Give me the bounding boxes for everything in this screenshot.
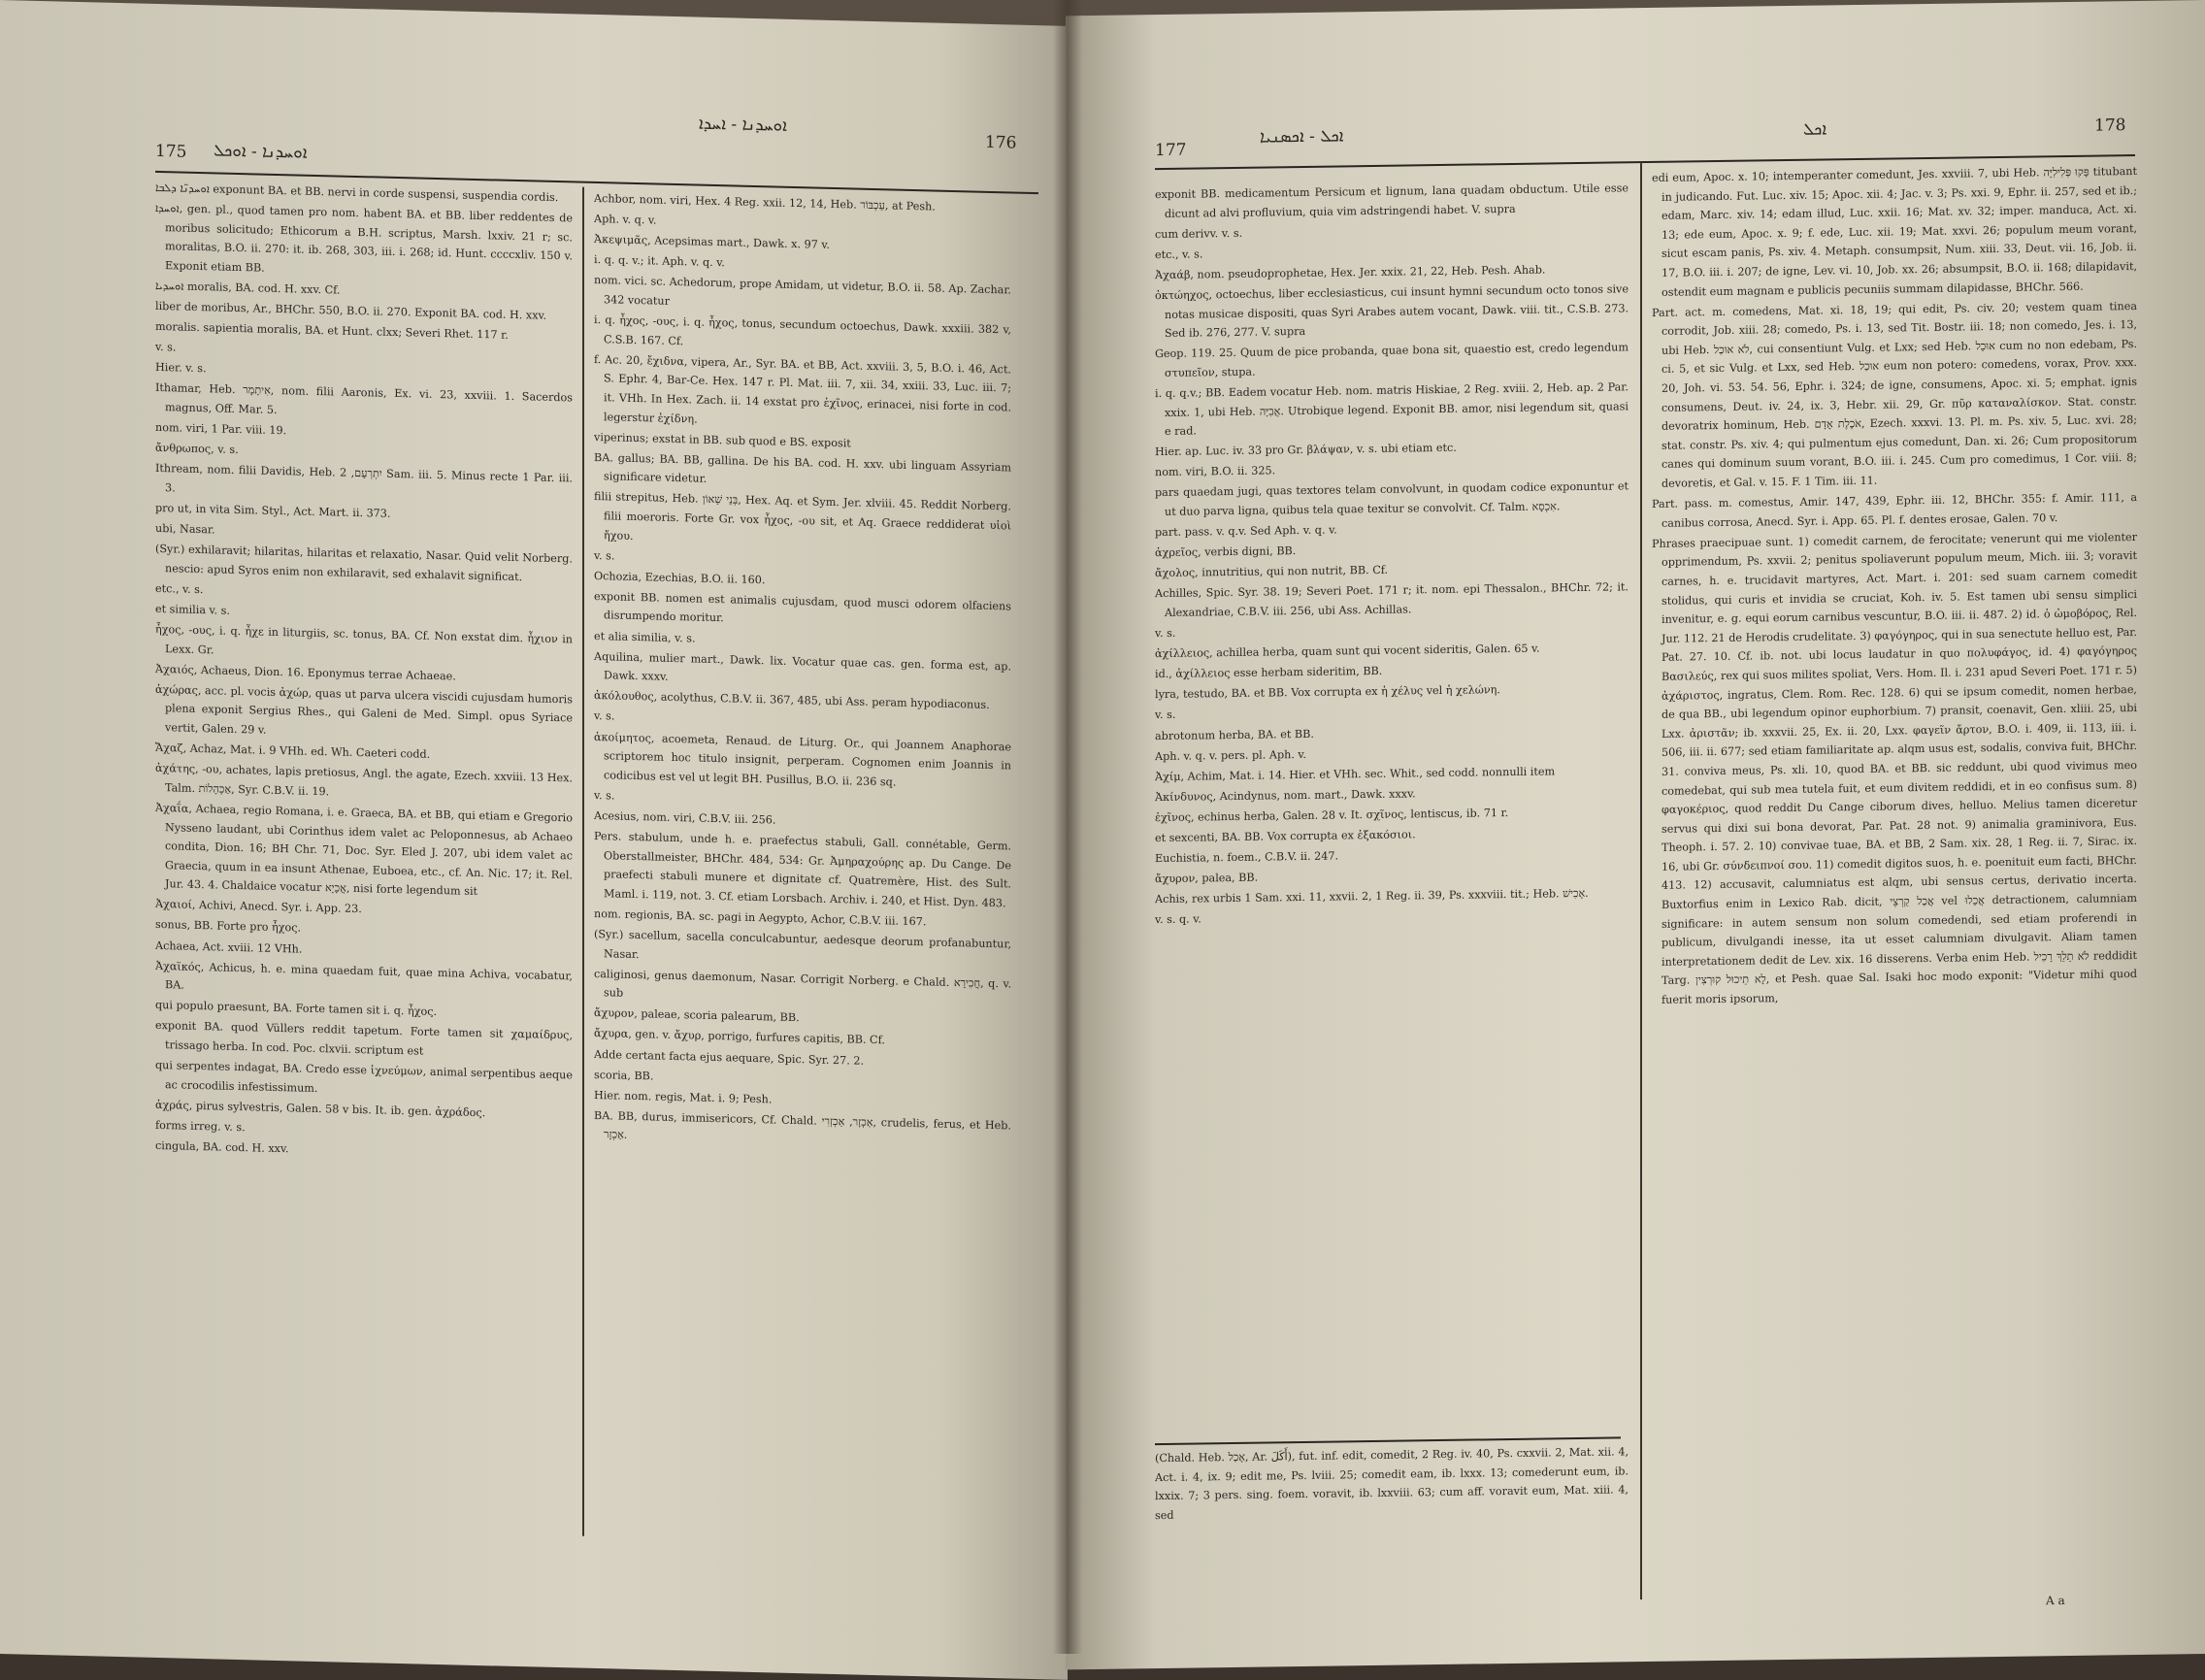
column-separator: [1640, 163, 1642, 1599]
page-number-175: 175: [155, 141, 187, 162]
entry: ἄχυρα, gen. v. ἄχυρ, porrigo, furfures capitis, BB. Cf.: [594, 1027, 885, 1047]
entry: et alia similia, v. s.: [594, 629, 696, 645]
running-head-left: ܐܟܠ - ܐܟܣܢܝܐ: [1260, 126, 1344, 148]
entry: Achbor, nom. viri, Hex. 4 Reg. xxii. 12, 14, Heb. עַכְבּוֹר, at Pesh.: [594, 191, 936, 214]
entry: i. q. q. v.; it. Aph. v. q. v.: [594, 253, 725, 270]
entry: ἀχώρας, acc. pl. vocis ἀχώρ, quas ut parva ulcera viscidi cujusdam humoris plena exponit Sergius Rhes., qui Galeni de Med. Simpl. opus Syriace vertit, Galen. 29 v.: [155, 682, 573, 737]
entry: sonus, BB. Forte pro ἦχος.: [155, 918, 302, 936]
entry: etc., v. s.: [155, 581, 204, 596]
entry: ἐχῖνος, echinus herba, Galen. 28 v. It. σχῖνος, lentiscus, ib. 71 r.: [1155, 806, 1509, 825]
entry: nom. viri, 1 Par. viii. 19.: [155, 421, 287, 438]
entry: qui populo praesunt, BA. Forte tamen sit i. q. ἦχος.: [155, 999, 438, 1019]
entry: ἀχάτης, -ου, achates, lapis pretiosus, Angl. the agate, Ezech. xxviii. 13 Hex. Talm. אַכְהָלוֹת, Syr. C.B.V. ii. 19.: [155, 762, 573, 799]
entry: Achis, rex urbis 1 Sam. xxi. 11, xxvii. 2, 1 Reg. ii. 39, Ps. xxxviii. tit.; Heb. אָכִישׁ.: [1155, 887, 1589, 906]
entry: nom. viri, B.O. ii. 325.: [1155, 464, 1276, 479]
entry: ἄνθρωπος, v. s.: [155, 442, 239, 457]
entry: exponit BA. quod Vüllers reddit tapetum. Forte tamen sit χαμαίδρυς, trissago herba. In cod. Poc. clxvii. scriptum est: [155, 1019, 573, 1058]
entry: f. Ac. 20, ἔχιδνα, vipera, Ar., Syr. BA. et BB, Act. xxviii. 3, 5, B.O. i. 46, Act. S. Ephr. 4, Bar-Ce. Hex. 147 r. Pl. Mat. iii. 7, xii. 34, xxiii. 33, Luc. iii. 7; it. VHh. In Hex. Zach. ii. 14 exstat pro ἐχῖνος, erinacei, nisi forte in cod. legerstur ἐχίδνη.: [594, 352, 1011, 426]
entry: part. pass. v. q.v. Sed Aph. v. q. v.: [1155, 523, 1337, 540]
entry: Part. pass. m. comestus, Amir. 147, 439, Ephr. iii. 12, BHChr. 355: f. Amir. 111, a canibus corrosa, Anecd. Syr. i. App. 65. Pl. f. dentes erosae, Galen. 70 v.: [1652, 491, 2137, 530]
entry: ἀχράς, pirus sylvestris, Galen. 58 v bis. It. ib. gen. ἀχράδος.: [155, 1098, 486, 1120]
entry: cingula, BA. cod. H. xxv.: [155, 1138, 289, 1156]
entry: Acesius, nom. viri, C.B.V. iii. 256.: [594, 808, 776, 827]
entry: Phrases praecipuae sunt. 1) comedit carnem, de ferocitate; venerunt qui me violenter opprimendum, Ps. xxvii. 2; penitus spoliaverunt populum meum, Mich. iii. 3; voravit carnes, h. e. trucidavit martyres, Act. Mart. i. 201: sed suam carnem comedit stolidus, qui curis et invidia se cruciat, Koh. iv. 5. Est tamen ubi sensu simplici invenitur, e. g. equi eorum carnibus vescuntur, B.O. iii. ii. 487. 2) id. ὁ ὠμοβόρος, Rel. Jur. 112. 21 de Herodis crudelitate. 3) φαγόγηρος, qui in sua senectute helluo est, Par. Pat. 27. 10. Cf. ib. not. ubi locus laudatur in quo πολυφάγος, id. 4) φαγόγηρος Βασιλεύς, rex qui suos milites spoliat, Vers. Hom. Il. i. 231 apud Severi Poet. 171 r. 5) ἀχάριστος, ingratus, Clem. Rom. Rec. 128. 6) qui se ipsum comedit, nomen herbae, de qua BB., ubi legendum opinor euphorbium. 7) pransit, coenavit, Gen. xliii. 25, ubi Lxx. ἀριστᾶν; ib. xxxvii. 25, Ex. ii. 20, Lxx. φαγεῖν ἄρτον, B.O. i. 409, ii. 113, iii. i. 506, iii. ii. 677; sed etiam familiaritate ap. alqm usus est, sodalis, conviva fuit, BHChr. 31. conviva meus, Ps. xli. 10, quod BA. et BB. sic reddunt, ubi quod vivimus meo comedebat, qui sub mea tutela fuit, et eum divitem reddidi, et in eo confisus sum. 8) φαγοκέριος, quod reddit Du Cange ciborum dives, helluo. Melius tamen diceretur servus qui dixi sui bona devorat, Par. Pat. 28 not. 9) animalia graminivora, Eus. Theoph. i. 57. 2. 10) convivae tuae, BA. et BB, 2 Sam. xix. 28, 1 Reg. ii. 7, Sirac. ix. 16, ubi Gr. σύνδειπνοί σου. 11) comedit digitos suos, h. e. poenituit eum facti, BHChr. 413. 12) accusavit, calumniatus est alqm, ubi sensus certus, derivatio incerta. Buxtorfius enim in Lexico Rab. dicit, אֲכַל קַרְצֵי vel אֲכַלוּ detractionem, calumniam significare: in autem sensum non solum comedendi, sed etiam proferendi in publicum, divulgandi inesse, ita ut esset calumniam divulgavit. Aliam tamen interpretationem dedit de Lev. xix. 16 disserens. Verba enim Heb. לֹא תֵלֵךְ רָכִיל reddidit Targ. לָא תֵיכוּל קוּרְצִין, et Pesh. quae Sal. Isaki hoc modo exponit: "Videtur mihi quod fuerit moris ipsorum,: [1652, 530, 2137, 1006]
entry: id., ἀχίλλειος esse herbam sideritim, BB.: [1155, 665, 1383, 681]
entry: ἀχρεῖος, verbis digni, BB.: [1155, 544, 1297, 560]
column-separator: [582, 187, 584, 1536]
entry: ἀχίλλειος, achillea herba, quam sunt qui vocent sideritis, Galen. 65 v.: [1155, 642, 1540, 661]
entry: viperinus; exstat in BB. sub quod e BS. exposit: [594, 430, 851, 450]
entry: Ἀκεψιμᾶς, Acepsimas mart., Dawk. x. 97 v.: [594, 233, 830, 252]
entry: Hier. nom. regis, Mat. i. 9; Pesh.: [594, 1088, 773, 1106]
book-gutter: [1053, 0, 1082, 1654]
entry: exponit BB. nomen est animalis cujusdam, quod musci odorem olfaciens disrumpendo moritur.: [594, 589, 1011, 625]
entry: liber de moribus, Ar., BHChr. 550, B.O. ii. 270. Exponit BA. cod. H. xxv.: [155, 299, 547, 322]
entry: ἄχυρον, palea, BB.: [1155, 871, 1259, 886]
right-column-2: [1652, 162, 2137, 1596]
entry: ὀκτώηχος, octoechus, liber ecclesiasticus, cui insunt hymni secundum octo tonos sive notas musicae dispositi, quas Syri Arabes autem vocant, Dawk. viii. tit., C.S.B. 273. Sed ib. 276, 277. V. supra: [1155, 282, 1629, 341]
entry: edi eum, Apoc. x. 10; intemperanter comedunt, Jes. xxviii. 7, ubi Heb. פָּקוּ פְּלִילִיָּה titubant in judicando. Fut. Luc. xiv. 15; Apoc. xii. 4; Jac. v. 3; Ps. xxi. 9, Ephr. ii. 257, sed et ib.; edam, Marc. xiv. 14; edam illud, Luc. xxii. 16; Mat. xv. 32; imper. manduca, Act. xi. 13; ede eum, Apoc. x. 9; f. ede, Luc. xii. 19; Mat. xxvi. 26; populum meum vorant, sicut escam panis, Ps. xiv. 4. Metaph. consumpsit, Num. xiii. 33, Deut. vii. 16, Job. ii. 17, B.O. iii. i. 207; de igne, Lev. vi. 10, Job. xx. 26; absumpsit, B.O. ii. 168; dilapidavit, ostendit eum magnam e publicis pecuniis summam dilapidasse, BHChr. 566.: [1652, 164, 2137, 299]
entry: v. s.: [1155, 626, 1176, 641]
left-column-1: [155, 179, 573, 1529]
entry: Ochozia, Ezechias, B.O. ii. 160.: [594, 569, 766, 587]
entry: (Syr.) sacellum, sacella conculcabuntur, aedesque deorum profanabuntur, Nasar.: [594, 927, 1011, 961]
entry: Hier. ap. Luc. iv. 33 pro Gr. βλάψαν, v. s. ubi etiam etc.: [1155, 441, 1457, 459]
entry: i. q. q.v.; BB. Eadem vocatur Heb. nom. matris Hiskiae, 2 Reg. xviii. 2, Heb. ap. 2 Par. xxix. 1, ubi Heb. אֲבִיָּה. Utrobique legend. Exponit BB. amor, nisi legendum sit, quasi e rad.: [1155, 380, 1629, 439]
entry: v. s.: [594, 709, 615, 723]
entry: Ἄχαζ, Achaz, Mat. i. 9 VHh. ed. Wh. Caeteri codd.: [155, 741, 431, 761]
entry: lyra, testudo, BA. et BB. Vox corrupta ex ἡ χέλυς vel ἡ χελώνη.: [1155, 683, 1500, 702]
entry: ἀκοίμητος, acoemeta, Renaud. de Liturg. Or., qui Joannem Anaphorae scriptorem hoc titulo insignit, perperam. Cognomen enim Joannis in codicibus est vel ut legit BH. Pusillus, B.O. ii. 236 sq.: [594, 730, 1011, 789]
entry: Achaea, Act. xviii. 12 VHh.: [155, 939, 303, 956]
signature-mark: A a: [2046, 1594, 2065, 1608]
entry: BA. gallus; BA. BB, gallina. De his BA. cod. H. xxv. ubi linguam Assyriam significare videtur.: [594, 450, 1011, 486]
entry: et similia v. s.: [155, 602, 230, 617]
entry: filii strepitus, Heb. בְּנֵי שָׁאוֹן, Hex. Aq. et Sym. Jer. xlviii. 45. Reddit Norberg. filii moeroris. Forte Gr. vox ἦχος, -ου sit, et Aq. Graece reddiderat υἱοὶ ἤχου.: [594, 490, 1011, 543]
entry: ἀκόλουθος, acolythus, C.B.V. ii. 367, 485, ubi Ass. peram hypodiaconus.: [594, 689, 990, 712]
entry: (Syr.) exhilaravit; hilaritas, hilaritas et relaxatio, Nasar. Quid velit Norberg. nescio: apud Syros enim non exhilaravit, sed exhalavit significat.: [155, 543, 573, 583]
left-column-2: [594, 189, 1011, 1539]
entry: ܐܘܚܕܝܐ moralis, BA. cod. H. xxv. Cf.: [155, 279, 341, 297]
entry: moralis. sapientia moralis, BA. et Hunt. clxx; Severi Rhet. 117 r.: [155, 320, 509, 342]
entry: Ἀκίνδυνος, Acindynus, nom. mart., Dawk. xxxv.: [1155, 787, 1416, 804]
entry: v. s. q. v.: [1155, 912, 1201, 927]
entry: v. s.: [594, 788, 615, 803]
entry: ἄχολος, innutritius, qui non nutrit, BB. Cf.: [1155, 564, 1389, 580]
entry: v. s.: [1155, 708, 1176, 722]
running-head-left: ܐܘܚܕܢܐ - ܐܘܟܠ: [214, 141, 308, 163]
entry: v. s.: [594, 548, 615, 563]
entry: Ἀχαϊκός, Achicus, h. e. mina quaedam fuit, quae mina Achiva, vocabatur, BA.: [155, 959, 573, 992]
entry: scoria, BB.: [594, 1068, 654, 1083]
entry: cum derivv. v. s.: [1155, 226, 1243, 241]
entry: Ἀχαάβ, nom. pseudoprophetae, Hex. Jer. xxix. 21, 22, Heb. Pesh. Ahab.: [1155, 263, 1546, 281]
running-head-right: ܐܟܠ: [1803, 119, 1827, 140]
entry: Geop. 119. 25. Quum de pice probanda, quae bona sit, quaestio est, credo legendum στυπεῖον, stupa.: [1155, 341, 1629, 379]
page-number-178: 178: [2094, 115, 2126, 136]
entry: Achilles, Spic. Syr. 38. 19; Severi Poet. 171 r; it. nom. epi Thessalon., BHChr. 72; it. Alexandriae, C.B.V. iii. 256, ubi Ass. Achillas.: [1155, 580, 1629, 619]
entry: i. q. ἦχος, -ους, i. q. ἦχος, tonus, secundum octoechus, Dawk. xxxiii. 382 v, C.S.B. 167. Cf.: [594, 313, 1011, 347]
entry: Ἀχαιός, Achaeus, Dion. 16. Eponymus terrae Achaeae.: [155, 662, 456, 683]
entry: ubi, Nasar.: [155, 522, 215, 537]
entry: exponit BB. medicamentum Persicum et lignum, lana quadam obductum. Utile esse dicunt ad alvi profluvium, quia vim adstringendi habet. V. supra: [1155, 181, 1629, 220]
left-page: [0, 0, 1068, 1680]
entry: Ithream, nom. filii Davidis, Heb. יִתְרְעָם, 2 Sam. iii. 5. Minus recte 1 Par. iii. 3.: [155, 462, 573, 495]
entry: ܐܘܚܕܐ, gen. pl., quod tamen pro nom. habent BA. et BB. liber reddentes de moribus solicitudo; Ethicorum a B.H. scriptus, Marsh. lxxiv. 21 r; sc. moralitas, B.O. ii. 270: it. ib. 268, 303, iii. i. 268; id. Hunt. ccccxliv. 150 v. Exponit etiam BB.: [155, 202, 573, 275]
entry: nom. regionis, BA. sc. pagi in Aegypto, Achor, C.B.V. iii. 167.: [594, 906, 927, 929]
page-number-177: 177: [1155, 140, 1187, 161]
entry: et sexcenti, BA. BB. Vox corrupta ex ἑξακόσιοι.: [1155, 828, 1416, 845]
entry: pars quaedam jugi, quas textores telam convolvunt, in quodam codice exponuntur et ut duo parva ligna, quibus tela quae texitur se convolvit. Cf. Talm. אִכְסָא.: [1155, 479, 1629, 518]
entry: Ἀχαΐα, Achaea, regio Romana, i. e. Graeca, BA. et BB, qui etiam e Gregorio Nysseno laudant, ubi Corinthus idem valet ac Peloponnesus, ab Achaeo condita, Dion. 16; BH Chr. 71, Doc. Syr. Eled J. 207, ubi idem valet ac Graecia, quum in ea insunt Athenae, Euboea, etc., cf. An. Nic. 17; it. Rel. Jur. 43. 4. Chaldaice vocatur אֲכָיָא, nisi forte legendum sit: [155, 801, 573, 899]
right-page: [1066, 0, 2205, 1669]
entry: Pers. stabulum, unde h. e. praefectus stabuli, Gall. connétable, Germ. Oberstallmeister, BHChr. 484, 534: Gr. Ἀμηραχούρης ap. Du Cange. De praefecti stabuli munere et dignitate cf. Quatremère, Hist. des Sult. Maml. i. 119, not. 3. Cf. etiam Lorsbach. Archiv. i. 240, et Hist. Dyn. 483.: [594, 829, 1011, 910]
entry: ἦχος, -ους, i. q. ἦχε in liturgiis, sc. tonus, BA. Cf. Non exstat dim. ἦχιον in Lexx. Gr.: [155, 622, 573, 657]
entry: Aph. v. q. v. pers. pl. Aph. v.: [1155, 747, 1306, 763]
entry: Hier. v. s.: [155, 361, 207, 376]
running-head-right: ܐܘܚܕܢܐ - ܐܚܕܐ: [699, 114, 787, 136]
entry: forms irreg. v. s.: [155, 1118, 246, 1135]
entry: ἄχυρον, paleae, scoria palearum, BB.: [594, 1006, 800, 1025]
entry: abrotonum herba, BA. et BB.: [1155, 727, 1314, 742]
entry: caliginosi, genus daemonum, Nasar. Corrigit Norberg. e Chald. חֲכִירָא, q. v. sub: [594, 967, 1011, 1000]
page-number-176: 176: [985, 132, 1017, 153]
entry: Euchistia, n. foem., C.B.V. ii. 247.: [1155, 849, 1339, 866]
entry: BA. BB, durus, immisericors, Cf. Chald. אַכְזָר, אַכְזְרִי, crudelis, ferus, et Heb. אַכְזָר.: [594, 1108, 1011, 1142]
entry: nom. vici. sc. Achedorum, prope Amidam, ut videtur, B.O. ii. 58. Ap. Zachar. 342 vocatur: [594, 274, 1011, 308]
entry: Aph. v. q. v.: [594, 213, 657, 227]
entry: etc., v. s.: [1155, 247, 1203, 261]
entry: ܐܘܚܕܢ̈ܐ ܕܠܒܐ exponunt BA. et BB. nervi in corde suspensi, suspendia cordis.: [155, 181, 559, 205]
entry: Adde certant facta ejus aequare, Spic. Syr. 27. 2.: [594, 1047, 865, 1068]
entry: Ithamar, Heb. אִיתָמָר, nom. filii Aaronis, Ex. vi. 23, xxviii. 1. Sacerdos magnus, Off. Mar. 5.: [155, 381, 573, 417]
entry: Aquilina, mulier mart., Dawk. lix. Vocatur quae cas. gen. forma est, ap. Dawk. xxxv.: [594, 649, 1011, 684]
entry: pro ut, in vita Sim. Styl., Act. Mart. ii. 373.: [155, 501, 391, 520]
right-column-1: [1155, 179, 1629, 1437]
entry: v. s.: [155, 341, 177, 354]
entry: qui serpentes indagat, BA. Credo esse ἰχνεύμων, animal serpentibus aeque ac crocodilis infestissimum.: [155, 1059, 573, 1095]
footnote-entry: (Chald. Heb. אָכַל, Ar. أَكَلَ), fut. inf. edit, comedit, 2 Reg. iv. 40, Ps. cxxvii. 2, Mat. xii. 4, Act. i. 4, ix. 9; edit me, Ps. lviii. 25; comedit eam, ib. lxxx. 13; comederunt eum, ib. lxxix. 7; 3 pers. sing. foem. voravit, ib. lxxviii. 63; cum aff. voravit eum, Mat. xiii. 4, sed: [1155, 1445, 1629, 1522]
entry: Ἀχίμ, Achim, Mat. i. 14. Hier. et VHh. sec. Whit., sed codd. nonnulli item: [1155, 765, 1556, 783]
entry: Part. act. m. comedens, Mat. xi. 18, 19; qui edit, Ps. civ. 20; vestem quam tinea corrodit, Job. xiii. 28; comedo, Ps. i. 13, sed Tit. Bostr. iii. 18; non comedo, Jes. i. 13, ubi Heb. לֹא אוּכַל, cui consentiunt Vulg. et Lxx; sed Heb. אוּכַל cum no non edebam, Ps. ci. 5, et sic Vulg. et Lxx, sed Heb. אוּכַל eum non potero: comedens, vorax, Prov. xxx. 20, Joh. vi. 53. 54. 56, Ephr. i. 324; de igne, consumens, Apoc. xi. 5; emphat. ignis consumens, Deut. iv. 24, ix. 3, Hebr. xii. 29, Gr. πῦρ καταναλίσκον. Stat. constr. devoratrix hominum, Heb. אֹכֶלֶת אָדָם, Ezech. xxxvi. 13. Pl. m. Ps. xiv. 5, Luc. xvi. 28; stat. constr. Ps. xiv. 4; qui pulmentum ejus comedunt, Dan. xi. 26; Cum propositorum canes qui dominum suum vorant, B.O. iii. i. 245. Cum pro comedimus, 1 Cor. viii. 8; devoretis, et Gal. v. 15. F. 1 Tim. iii. 11.: [1652, 299, 2137, 490]
entry: Ἀχαιοί, Achivi, Anecd. Syr. i. App. 23.: [155, 898, 362, 916]
